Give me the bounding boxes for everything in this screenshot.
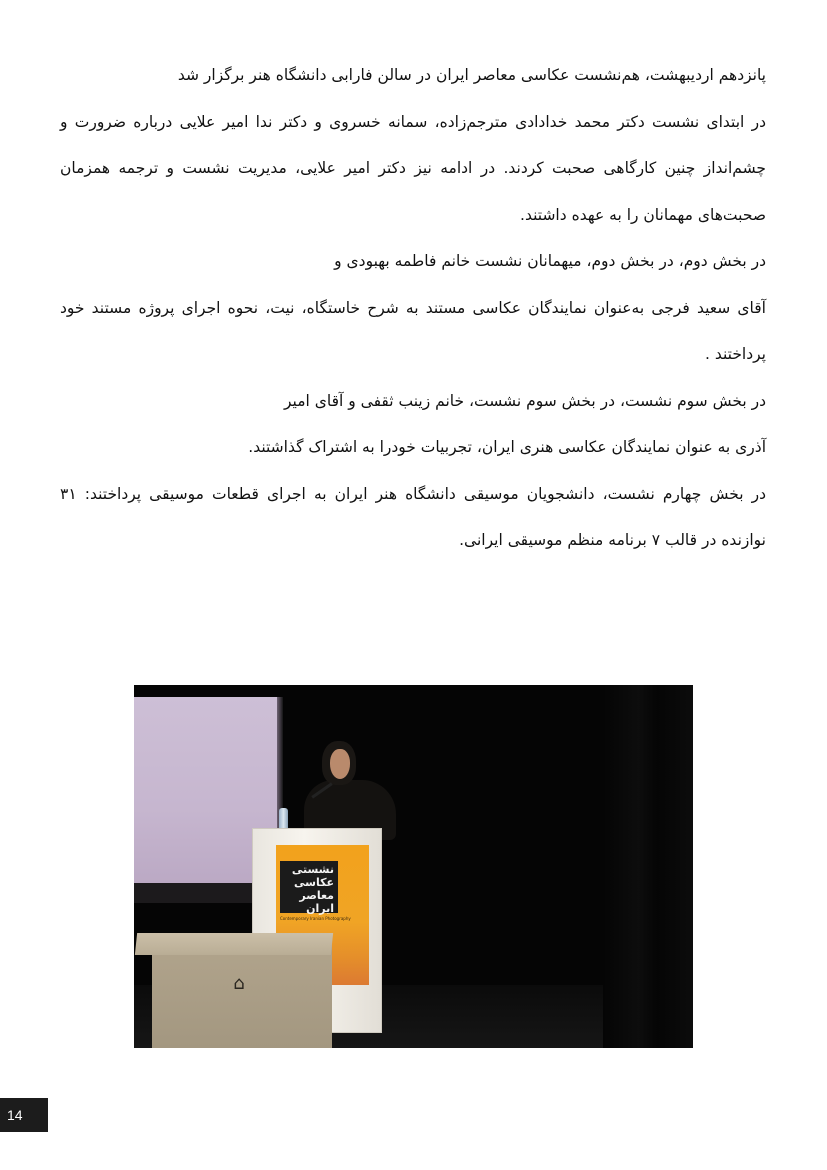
speaker-face [330, 749, 350, 779]
paragraph-5: در بخش سوم نشست، در بخش سوم نشست، خانم زینب ثقفی و آقای امیر [284, 391, 766, 410]
box-lid [135, 933, 333, 955]
poster-subtitle: Contemporary Iranian Photography [280, 916, 351, 921]
stage-curtain [603, 685, 693, 1048]
university-logo-icon: ⌂ [233, 973, 245, 994]
poster-title: نشستی عکاسی معاصر ایران [280, 861, 338, 913]
paragraph-6: آذری به عنوان نمایندگان عکاسی هنری ایران، تجربیات خودرا به اشتراک گذاشتند. [248, 438, 766, 456]
article-text [60, 52, 766, 564]
paragraph-7: در بخش چهارم نشست، دانشجویان موسیقی دانشگاه هنر ایران به اجرای قطعات موسیقی پرداختند: ۳۱ نوازنده در قالب ۷ برنامه منظم موسیقی ایرانی. [60, 484, 766, 549]
paragraph-4: آقای سعید فرجی به‌عنوان نمایندگان عکاسی مستند به شرح خاستگاه، نیت، نحوه اجرای پروژه مستند خود پرداختند . [60, 298, 766, 363]
paragraph-3: در بخش دوم، در بخش دوم، میهمانان نشست خانم فاطمه بهبودی و [334, 252, 766, 270]
event-photo [134, 685, 693, 1048]
page-number: 14 [0, 1098, 48, 1132]
paragraph-2: در ابتدای نشست دکتر محمد خدادادی مترجم‌زاده، سمانه خسروی و دکتر ندا امیر علایی درباره ضرورت و چشم‌انداز چنین کارگاهی صحبت کردند. در ادامه نیز دکتر امیر علایی، مدیریت نشست و ترجمه همزمان صحبت‌های مهمانان را به عهده داشتند. [60, 112, 766, 224]
paragraph-1: پانزدهم اردیبهشت، هم‌نشست عکاسی معاصر ایران در سالن فارابی دانشگاه هنر برگزار شد [177, 66, 766, 84]
